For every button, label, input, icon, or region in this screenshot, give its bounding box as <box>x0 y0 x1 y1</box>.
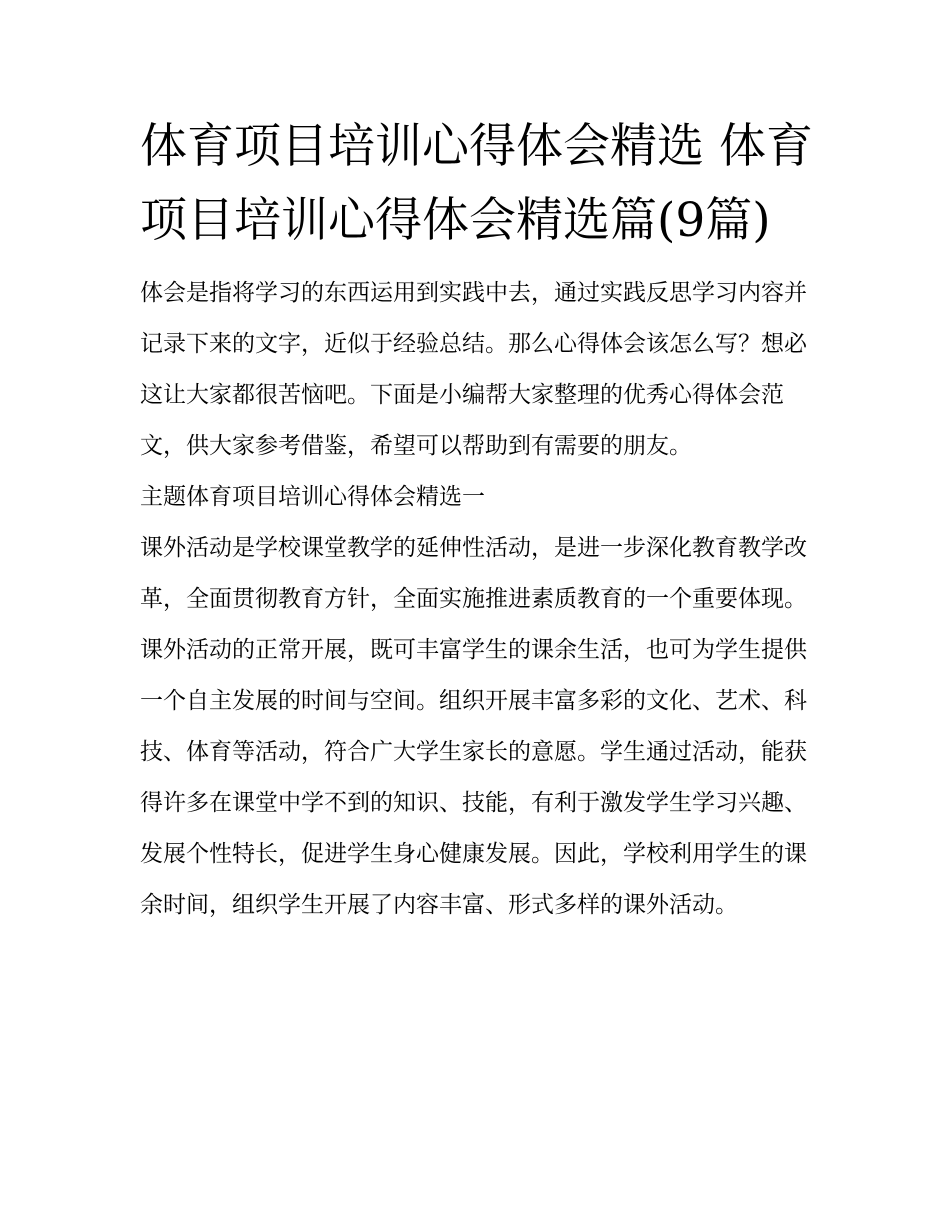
section-heading: 主题体育项目培训心得体会精选一 <box>140 484 485 510</box>
document-title: 体育项目培训心得体会精选 体育项目培训心得体会精选篇(9篇) <box>140 119 813 248</box>
intro-paragraph: 体会是指将学习的东西运用到实践中去，通过实践反思学习内容并记录下来的文字，近似于经验总结。那么心得体会该怎么写？想必这让大家都很苦恼吧。下面是小编帮大家整理的优秀心得体会范文，供大家参考借鉴，希望可以帮助到有需要的朋友。 <box>140 280 807 459</box>
body-paragraph: 课外活动是学校课堂教学的延伸性活动，是进一步深化教育教学改革，全面贯彻教育方针，全面实施推进素质教育的一个重要体现。课外活动的正常开展，既可丰富学生的课余生活，也可为学生提供一个自主发展的时间与空间。组织开展丰富多彩的文化、艺术、科技、体育等活动，符合广大学生家长的意愿。学生通过活动，能获得许多在课堂中学不到的知识、技能，有利于激发学生学习兴趣、发展个性特长，促进学生身心健康发展。因此，学校利用学生的课余时间，组织学生开展了内容丰富、形式多样的课外活动。 <box>140 535 807 918</box>
document-page <box>140 110 820 931</box>
